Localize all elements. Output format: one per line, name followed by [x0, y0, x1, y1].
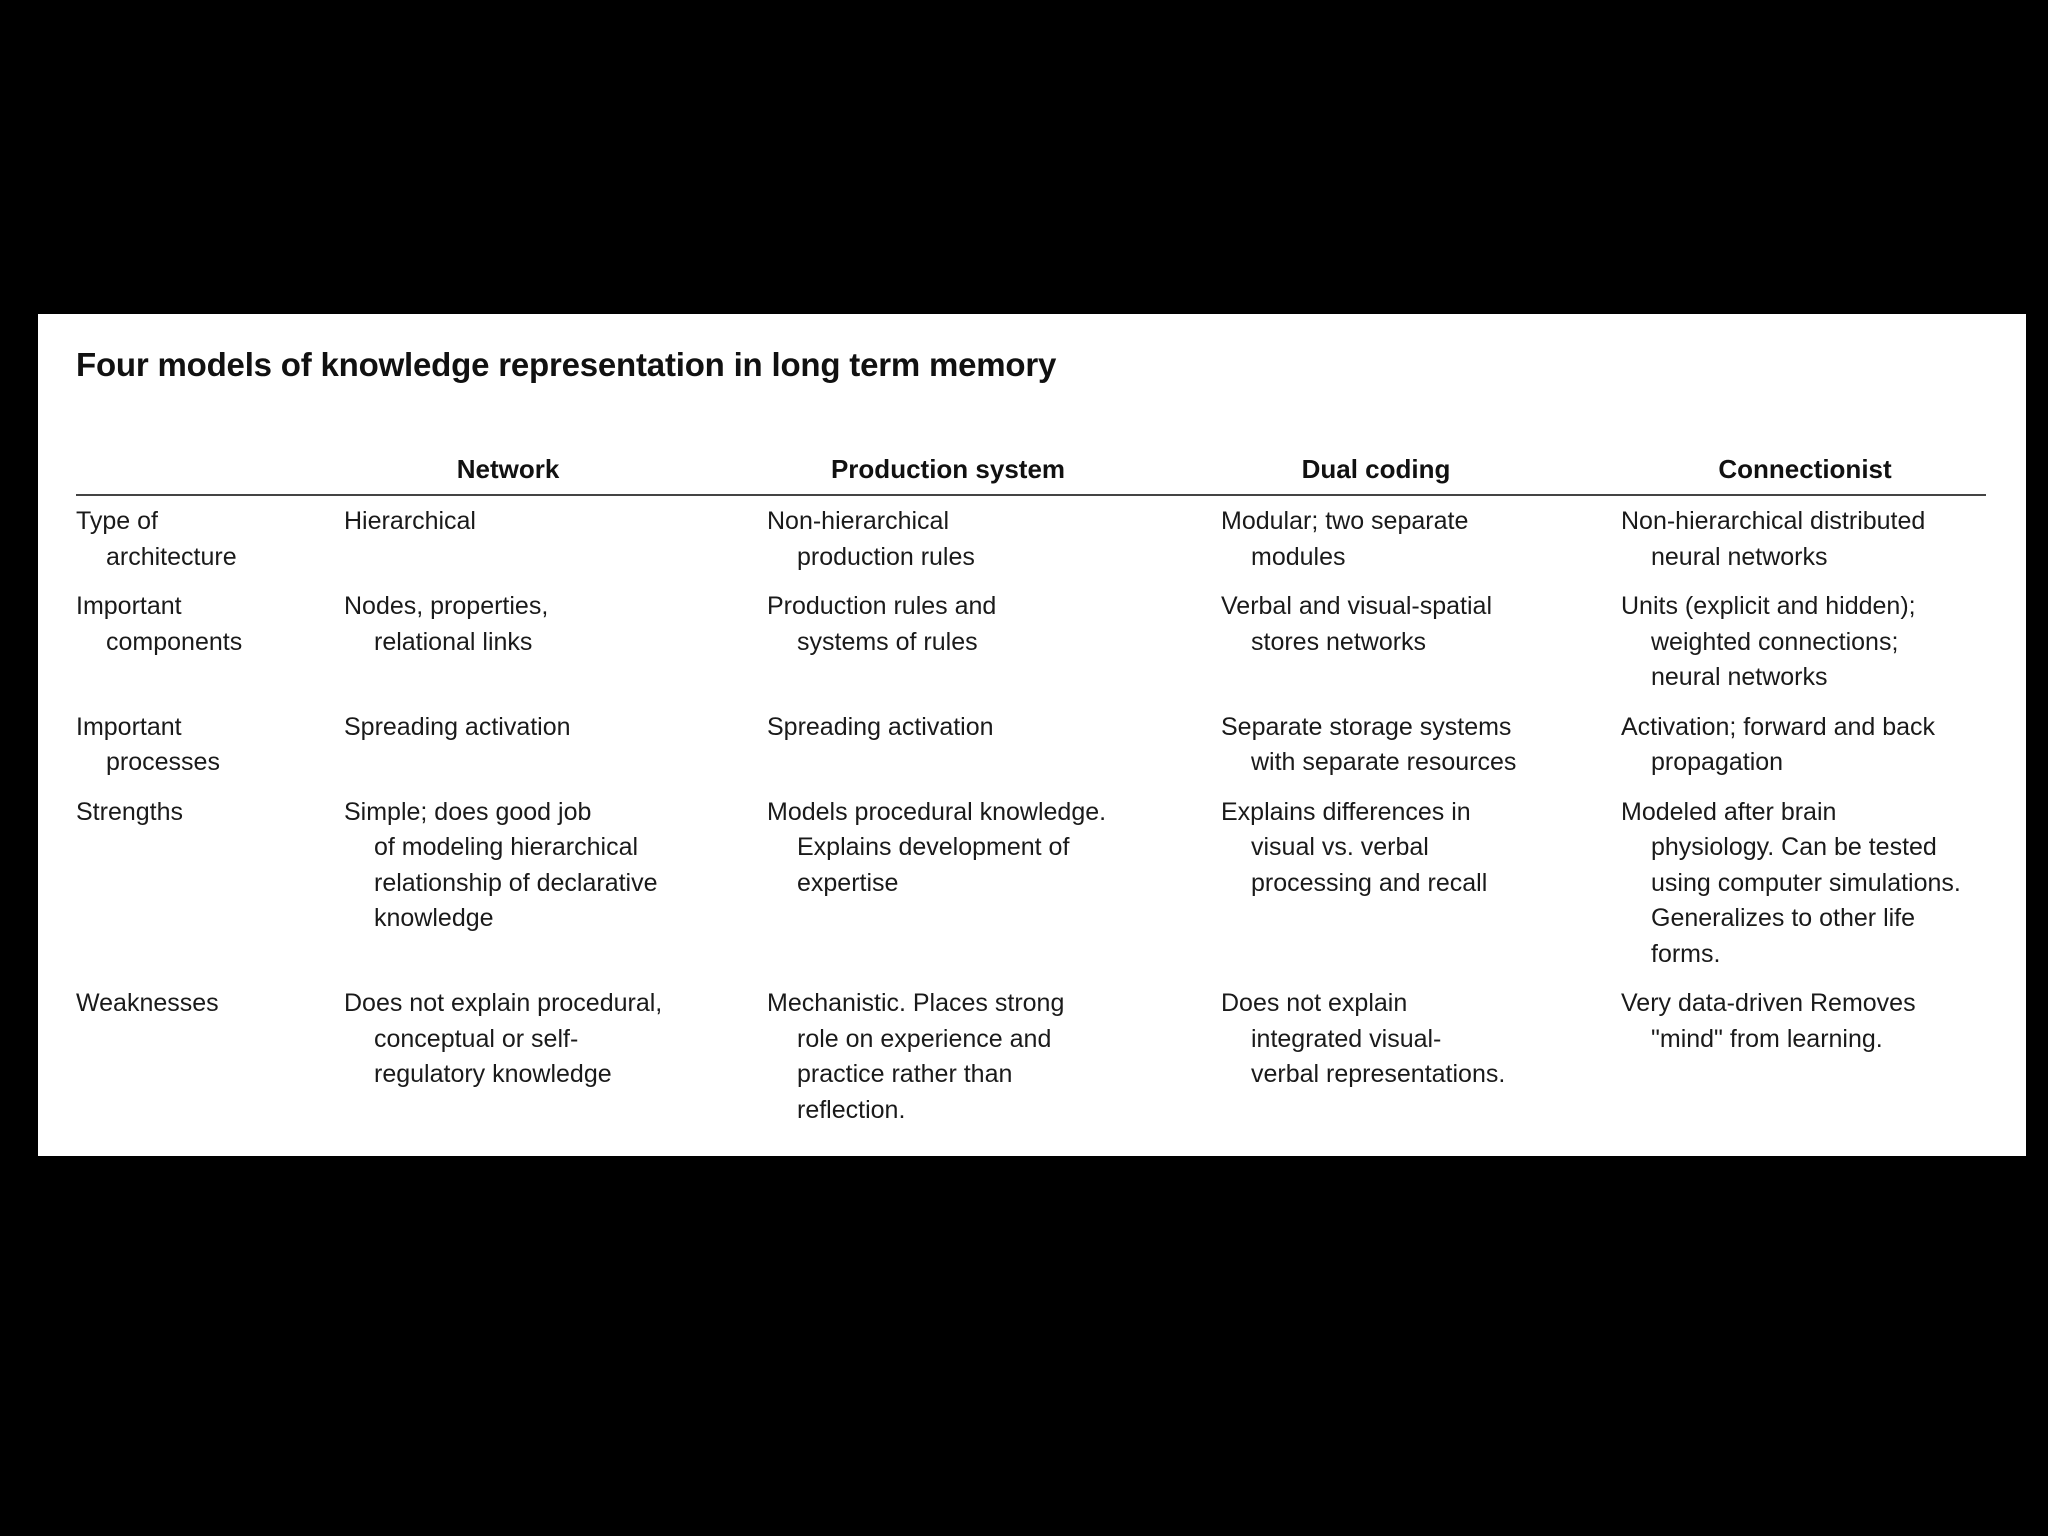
cell-dual-coding: [1221, 589, 1492, 660]
cell-line: of modeling hierarchical: [374, 833, 639, 861]
cell-line: visual vs. verbal: [1251, 833, 1429, 861]
cell-line: role on experience and: [797, 1024, 1052, 1053]
cell-production-system: [767, 504, 975, 575]
cell-line: relationship of declarative: [374, 868, 658, 897]
cell-line: expertise: [797, 868, 899, 897]
cell-line: conceptual or self-: [374, 1024, 579, 1053]
cell-line: weighted connections;: [1651, 627, 1899, 656]
cell-line: reflection.: [797, 1095, 906, 1124]
cell-line: architecture: [106, 542, 237, 571]
cell-line: Non-hierarchical distributed: [1621, 507, 1926, 535]
cell-line: forms.: [1651, 939, 1721, 968]
cell-line: Explains differences in: [1221, 797, 1471, 826]
cell-connectionist: [1621, 710, 1935, 781]
cell-line: Generalizes to other life: [1651, 904, 1916, 932]
cell-network: [344, 589, 548, 660]
column-header-connectionist: Connectionist: [1718, 454, 1892, 484]
cell-line: Simple; does good job: [344, 797, 592, 826]
cell-line: Important: [76, 592, 182, 620]
cell-line: Modular; two separate: [1221, 507, 1469, 535]
cell-line: Type of: [76, 507, 158, 535]
cell-line: Production rules and: [767, 592, 997, 620]
cell-line: Weaknesses: [76, 989, 219, 1017]
cell-line: integrated visual-: [1251, 1024, 1442, 1053]
cell-line: Mechanistic. Places strong: [767, 989, 1065, 1017]
column-header-production-system: Production system: [830, 454, 1066, 484]
cell-line: Does not explain: [1221, 989, 1408, 1017]
cell-line: Models procedural knowledge.: [767, 797, 1107, 826]
cell-line: Modeled after brain: [1621, 797, 1837, 826]
cell-line: Important: [76, 712, 182, 741]
cell-network: [344, 710, 571, 746]
cell-line: propagation: [1651, 748, 1784, 776]
cell-line: relational links: [374, 627, 533, 656]
cell-line: practice rather than: [797, 1060, 1013, 1088]
cell-line: "mind" from learning.: [1651, 1024, 1883, 1053]
table-title: Four models of knowledge representation in long term memory: [76, 346, 1057, 383]
cell-line: neural networks: [1651, 542, 1828, 571]
cell-line: Separate storage systems: [1221, 712, 1512, 741]
cell-network: [344, 795, 658, 937]
cell-dual-coding: [1221, 504, 1468, 575]
cell-line: stores networks: [1251, 627, 1427, 656]
cell-line: Units (explicit and hidden);: [1621, 592, 1916, 620]
cell-production-system: [767, 710, 994, 746]
cell-line: Spreading activation: [344, 712, 571, 741]
cell-line: verbal representations.: [1251, 1060, 1506, 1088]
cell-line: Spreading activation: [767, 712, 994, 741]
cell-line: processes: [106, 748, 220, 776]
cell-production-system: [767, 589, 996, 660]
cell-line: Non-hierarchical: [767, 507, 950, 535]
cell-line: systems of rules: [797, 627, 978, 656]
cell-line: Very data-driven Removes: [1621, 989, 1916, 1017]
cell-line: Verbal and visual-spatial: [1221, 592, 1492, 620]
column-header-row: [76, 454, 1986, 496]
cell-production-system: [767, 986, 1064, 1128]
cell-line: neural networks: [1651, 663, 1828, 691]
cell-line: modules: [1251, 542, 1346, 571]
cell-dual-coding: [1221, 986, 1505, 1093]
cell-production-system: [767, 795, 1106, 902]
cell-line: with separate resources: [1251, 748, 1517, 776]
cell-line: physiology. Can be tested: [1651, 833, 1937, 861]
table-panel: [38, 314, 2026, 1156]
cell-dual-coding: [1221, 710, 1516, 781]
column-header-network: Network: [456, 454, 560, 484]
row-label: [76, 504, 237, 575]
cell-network: [344, 986, 662, 1093]
cell-line: processing and recall: [1251, 868, 1488, 897]
cell-connectionist: [1621, 795, 1961, 973]
column-header-dual-coding: Dual coding: [1301, 454, 1451, 484]
row-label: [76, 986, 219, 1022]
cell-connectionist: [1621, 986, 1916, 1057]
cell-dual-coding: [1221, 795, 1487, 902]
cell-line: Does not explain procedural,: [344, 989, 663, 1017]
cell-line: Activation; forward and back: [1621, 712, 1936, 741]
cell-line: components: [106, 627, 243, 656]
row-label: [76, 710, 220, 781]
cell-line: Explains development of: [797, 833, 1070, 861]
cell-connectionist: [1621, 589, 1916, 696]
cell-line: regulatory knowledge: [374, 1060, 612, 1088]
cell-connectionist: [1621, 504, 1925, 575]
cell-line: knowledge: [374, 904, 494, 932]
row-label: [76, 589, 242, 660]
cell-line: production rules: [797, 542, 975, 571]
cell-network: [344, 504, 476, 540]
cell-line: Nodes, properties,: [344, 592, 549, 620]
row-label: [76, 795, 183, 831]
cell-line: Strengths: [76, 797, 184, 826]
cell-line: using computer simulations.: [1651, 868, 1961, 897]
cell-line: Hierarchical: [344, 507, 476, 535]
